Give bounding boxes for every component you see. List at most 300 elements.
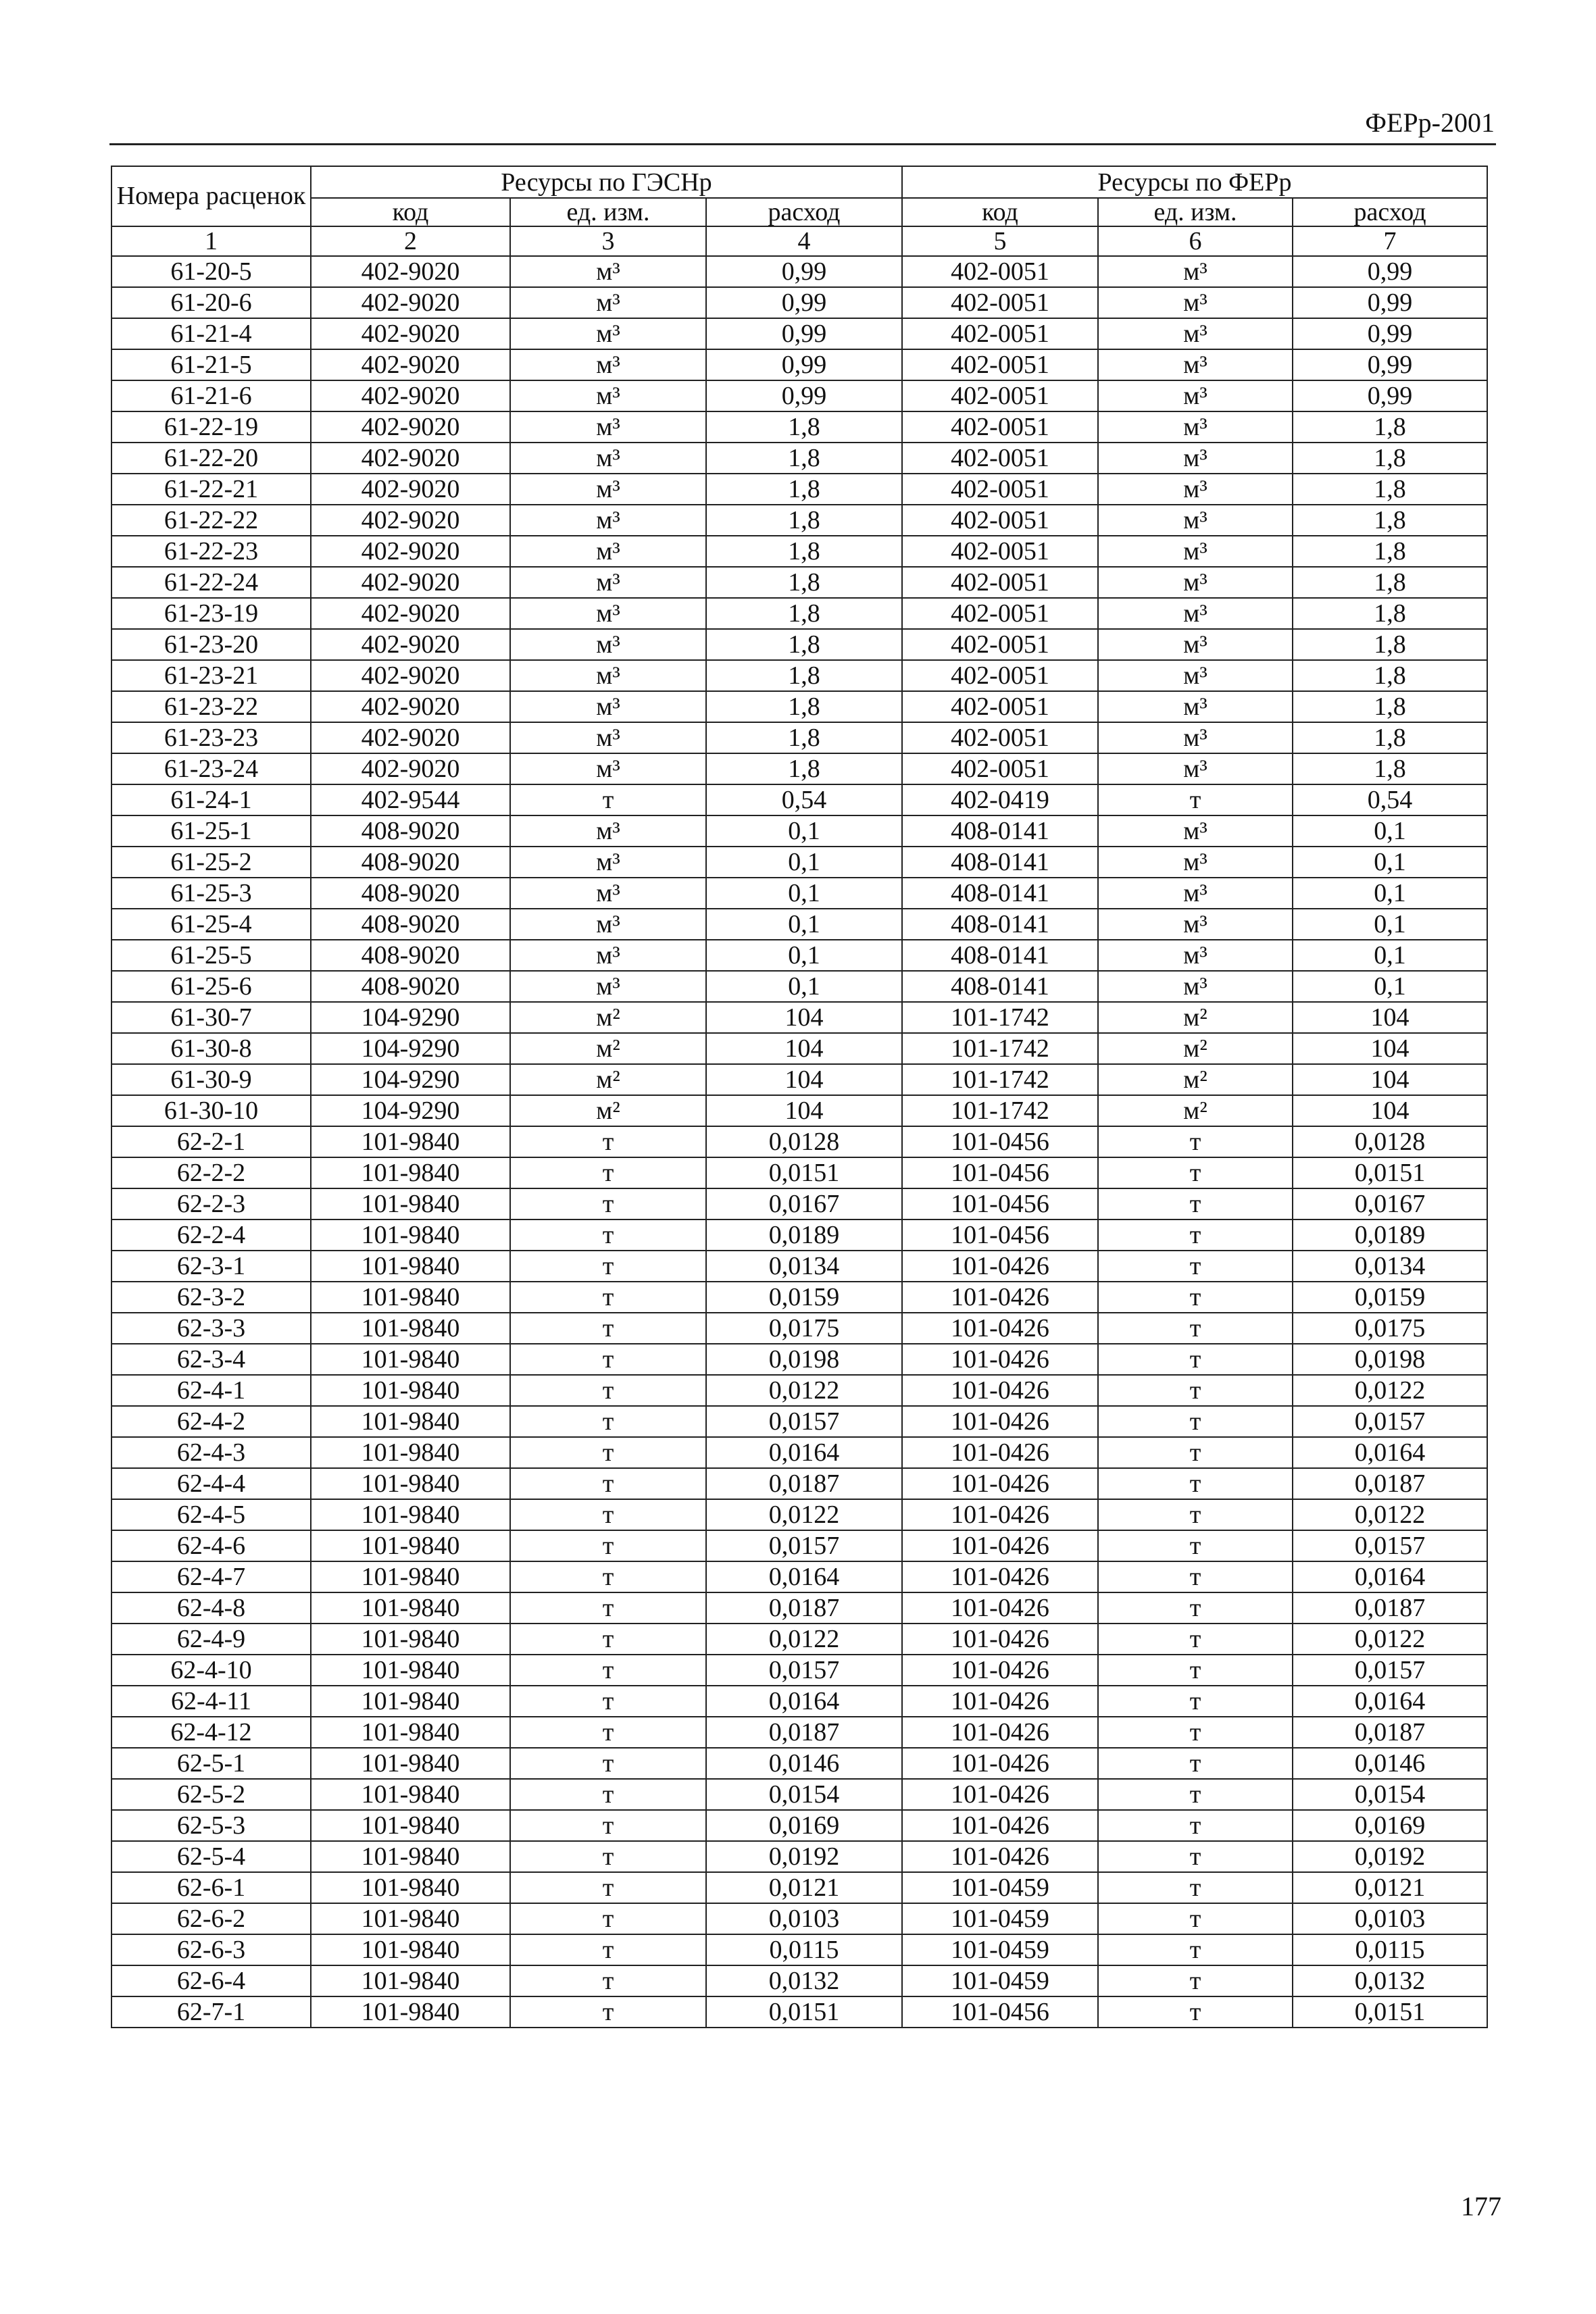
- rate-number-cell: 61-22-21: [111, 474, 311, 505]
- document-header-title: ФЕРр-2001: [1365, 107, 1495, 138]
- gesn-amount-cell: 1,8: [706, 536, 902, 567]
- fer-unit-cell: м²: [1098, 1033, 1293, 1064]
- table-row: [111, 1282, 1487, 1313]
- gesn-amount-cell: 0,0164: [706, 1686, 902, 1717]
- gesn-code-cell: 101-9840: [311, 1406, 510, 1437]
- rate-number-cell: 61-25-5: [111, 940, 311, 971]
- gesn-unit-cell: т: [510, 1624, 706, 1655]
- table-row: [111, 1561, 1487, 1592]
- table-row: [111, 971, 1487, 1002]
- rate-number-cell: 61-22-24: [111, 567, 311, 598]
- fer-unit-cell: т: [1098, 1219, 1293, 1251]
- fer-unit-cell: т: [1098, 1624, 1293, 1655]
- gesn-unit-cell: т: [510, 1282, 706, 1313]
- gesn-code-cell: 408-9020: [311, 909, 510, 940]
- fer-amount-cell: 1,8: [1293, 753, 1487, 784]
- rate-number-cell: 62-4-7: [111, 1561, 311, 1592]
- table-row: [111, 629, 1487, 660]
- fer-unit-cell: т: [1098, 1934, 1293, 1965]
- table-row: [111, 1344, 1487, 1375]
- fer-code-cell: 101-0426: [902, 1375, 1098, 1406]
- gesn-amount-cell: 1,8: [706, 629, 902, 660]
- gesn-amount-cell: 0,0167: [706, 1188, 902, 1219]
- gesn-code-cell: 402-9020: [311, 722, 510, 753]
- gesn-amount-cell: 0,0157: [706, 1655, 902, 1686]
- gesn-code-cell: 101-9840: [311, 1872, 510, 1903]
- fer-unit-cell: м³: [1098, 971, 1293, 1002]
- table-row: [111, 1530, 1487, 1561]
- rate-number-cell: 62-3-1: [111, 1251, 311, 1282]
- rate-number-cell: 62-3-2: [111, 1282, 311, 1313]
- rate-number-cell: 62-4-1: [111, 1375, 311, 1406]
- table-row: [111, 722, 1487, 753]
- rate-number-cell: 62-5-3: [111, 1810, 311, 1841]
- fer-amount-cell: 0,0146: [1293, 1748, 1487, 1779]
- rate-number-cell: 62-6-1: [111, 1872, 311, 1903]
- fer-amount-cell: 104: [1293, 1033, 1487, 1064]
- rate-number-cell: 62-4-12: [111, 1717, 311, 1748]
- fer-amount-cell: 0,0151: [1293, 1996, 1487, 2028]
- gesn-code-cell: 101-9840: [311, 1499, 510, 1530]
- gesn-unit-cell: м³: [510, 660, 706, 691]
- fer-code-cell: 101-0426: [902, 1437, 1098, 1468]
- column-number: 1: [111, 226, 311, 256]
- fer-unit-cell: т: [1098, 1561, 1293, 1592]
- fer-amount-cell: 0,99: [1293, 256, 1487, 287]
- table-row: [111, 318, 1487, 349]
- fer-unit-cell: т: [1098, 1686, 1293, 1717]
- table-row: [111, 380, 1487, 411]
- gesn-unit-cell: т: [510, 1748, 706, 1779]
- table-row: [111, 1872, 1487, 1903]
- gesn-code-cell: 408-9020: [311, 815, 510, 847]
- table-row: [111, 1592, 1487, 1624]
- gesn-unit-cell: т: [510, 784, 706, 815]
- gesn-unit-cell: м²: [510, 1033, 706, 1064]
- rate-number-cell: 62-6-2: [111, 1903, 311, 1934]
- rate-number-cell: 61-22-20: [111, 443, 311, 474]
- fer-amount-cell: 0,0189: [1293, 1219, 1487, 1251]
- rate-number-cell: 61-24-1: [111, 784, 311, 815]
- gesn-unit-cell: т: [510, 1468, 706, 1499]
- fer-unit-cell: м³: [1098, 909, 1293, 940]
- fer-amount-cell: 0,1: [1293, 909, 1487, 940]
- rate-number-cell: 61-23-22: [111, 691, 311, 722]
- gesn-unit-cell: т: [510, 1686, 706, 1717]
- fer-amount-cell: 1,8: [1293, 536, 1487, 567]
- column-number: 2: [311, 226, 510, 256]
- fer-unit-cell: м³: [1098, 722, 1293, 753]
- fer-amount-cell: 0,0134: [1293, 1251, 1487, 1282]
- gesn-unit-cell: т: [510, 1375, 706, 1406]
- fer-code-cell: 101-0426: [902, 1748, 1098, 1779]
- header-gesn-amount: расход: [706, 198, 902, 226]
- rate-number-cell: 62-4-9: [111, 1624, 311, 1655]
- fer-amount-cell: 0,1: [1293, 971, 1487, 1002]
- gesn-amount-cell: 0,99: [706, 318, 902, 349]
- rate-number-cell: 62-2-4: [111, 1219, 311, 1251]
- fer-amount-cell: 0,1: [1293, 940, 1487, 971]
- table-row: [111, 909, 1487, 940]
- fer-code-cell: 402-0051: [902, 660, 1098, 691]
- gesn-code-cell: 101-9840: [311, 1779, 510, 1810]
- header-group-fer: Ресурсы по ФЕРр: [902, 166, 1487, 198]
- gesn-amount-cell: 0,0132: [706, 1965, 902, 1996]
- fer-amount-cell: 0,0192: [1293, 1841, 1487, 1872]
- gesn-amount-cell: 0,0175: [706, 1313, 902, 1344]
- rate-number-cell: 61-21-4: [111, 318, 311, 349]
- gesn-amount-cell: 1,8: [706, 443, 902, 474]
- rate-number-cell: 61-25-1: [111, 815, 311, 847]
- table-row: [111, 1251, 1487, 1282]
- table-row: [111, 784, 1487, 815]
- table-row: [111, 1157, 1487, 1188]
- table-row: [111, 411, 1487, 443]
- table-row: [111, 474, 1487, 505]
- fer-amount-cell: 0,0187: [1293, 1717, 1487, 1748]
- fer-amount-cell: 0,0132: [1293, 1965, 1487, 1996]
- fer-unit-cell: т: [1098, 1251, 1293, 1282]
- fer-unit-cell: м³: [1098, 878, 1293, 909]
- resources-table: [111, 166, 1488, 2028]
- gesn-unit-cell: м³: [510, 971, 706, 1002]
- fer-amount-cell: 0,54: [1293, 784, 1487, 815]
- table-row: [111, 753, 1487, 784]
- gesn-unit-cell: т: [510, 1530, 706, 1561]
- gesn-amount-cell: 0,0128: [706, 1126, 902, 1157]
- fer-code-cell: 402-0051: [902, 505, 1098, 536]
- fer-amount-cell: 0,99: [1293, 287, 1487, 318]
- fer-unit-cell: м³: [1098, 753, 1293, 784]
- fer-code-cell: 402-0051: [902, 443, 1098, 474]
- fer-amount-cell: 0,0157: [1293, 1530, 1487, 1561]
- gesn-unit-cell: м³: [510, 443, 706, 474]
- fer-unit-cell: т: [1098, 1841, 1293, 1872]
- gesn-code-cell: 101-9840: [311, 1344, 510, 1375]
- gesn-amount-cell: 1,8: [706, 598, 902, 629]
- gesn-unit-cell: т: [510, 1655, 706, 1686]
- fer-amount-cell: 1,8: [1293, 660, 1487, 691]
- fer-unit-cell: м³: [1098, 380, 1293, 411]
- fer-code-cell: 402-0051: [902, 629, 1098, 660]
- gesn-code-cell: 402-9020: [311, 380, 510, 411]
- gesn-amount-cell: 0,1: [706, 815, 902, 847]
- rate-number-cell: 61-23-20: [111, 629, 311, 660]
- gesn-amount-cell: 104: [706, 1033, 902, 1064]
- gesn-unit-cell: т: [510, 1437, 706, 1468]
- fer-amount-cell: 104: [1293, 1064, 1487, 1095]
- fer-code-cell: 101-0426: [902, 1655, 1098, 1686]
- gesn-amount-cell: 0,0164: [706, 1437, 902, 1468]
- gesn-unit-cell: м³: [510, 847, 706, 878]
- gesn-unit-cell: м³: [510, 940, 706, 971]
- table-row: [111, 691, 1487, 722]
- table-row: [111, 1717, 1487, 1748]
- table-row: [111, 1934, 1487, 1965]
- fer-code-cell: 101-1742: [902, 1095, 1098, 1126]
- gesn-code-cell: 101-9840: [311, 1686, 510, 1717]
- fer-amount-cell: 0,0164: [1293, 1686, 1487, 1717]
- gesn-unit-cell: м³: [510, 536, 706, 567]
- gesn-code-cell: 402-9020: [311, 474, 510, 505]
- table-row: [111, 1095, 1487, 1126]
- gesn-amount-cell: 0,0187: [706, 1468, 902, 1499]
- fer-unit-cell: м³: [1098, 443, 1293, 474]
- fer-amount-cell: 0,1: [1293, 815, 1487, 847]
- gesn-code-cell: 101-9840: [311, 1561, 510, 1592]
- fer-code-cell: 101-0426: [902, 1499, 1098, 1530]
- fer-code-cell: 101-0459: [902, 1903, 1098, 1934]
- fer-amount-cell: 1,8: [1293, 443, 1487, 474]
- fer-code-cell: 402-0051: [902, 567, 1098, 598]
- gesn-unit-cell: м³: [510, 411, 706, 443]
- gesn-code-cell: 101-9840: [311, 1717, 510, 1748]
- fer-code-cell: 101-0426: [902, 1841, 1098, 1872]
- fer-amount-cell: 1,8: [1293, 629, 1487, 660]
- fer-code-cell: 101-0456: [902, 1996, 1098, 2028]
- fer-code-cell: 402-0051: [902, 318, 1098, 349]
- gesn-unit-cell: т: [510, 1592, 706, 1624]
- fer-unit-cell: т: [1098, 1126, 1293, 1157]
- fer-code-cell: 101-0426: [902, 1624, 1098, 1655]
- rate-number-cell: 61-25-6: [111, 971, 311, 1002]
- gesn-unit-cell: т: [510, 1126, 706, 1157]
- fer-code-cell: 408-0141: [902, 940, 1098, 971]
- gesn-amount-cell: 0,0151: [706, 1996, 902, 2028]
- gesn-code-cell: 408-9020: [311, 971, 510, 1002]
- rate-number-cell: 62-5-2: [111, 1779, 311, 1810]
- table-row: [111, 1188, 1487, 1219]
- fer-unit-cell: т: [1098, 1779, 1293, 1810]
- table-row: [111, 287, 1487, 318]
- gesn-code-cell: 101-9840: [311, 1655, 510, 1686]
- fer-code-cell: 101-1742: [902, 1002, 1098, 1033]
- fer-unit-cell: т: [1098, 1157, 1293, 1188]
- gesn-amount-cell: 0,0157: [706, 1530, 902, 1561]
- rate-number-cell: 61-21-5: [111, 349, 311, 380]
- gesn-amount-cell: 0,0187: [706, 1592, 902, 1624]
- fer-unit-cell: т: [1098, 1344, 1293, 1375]
- gesn-amount-cell: 0,1: [706, 847, 902, 878]
- fer-amount-cell: 0,0164: [1293, 1437, 1487, 1468]
- fer-unit-cell: т: [1098, 1810, 1293, 1841]
- gesn-amount-cell: 1,8: [706, 567, 902, 598]
- fer-code-cell: 101-0459: [902, 1872, 1098, 1903]
- rate-number-cell: 62-2-1: [111, 1126, 311, 1157]
- rate-number-cell: 61-20-5: [111, 256, 311, 287]
- gesn-unit-cell: т: [510, 1188, 706, 1219]
- gesn-amount-cell: 0,99: [706, 380, 902, 411]
- table-row: [111, 1903, 1487, 1934]
- column-number: 7: [1293, 226, 1487, 256]
- fer-unit-cell: т: [1098, 1655, 1293, 1686]
- rate-number-cell: 61-22-19: [111, 411, 311, 443]
- gesn-amount-cell: 0,1: [706, 971, 902, 1002]
- gesn-amount-cell: 0,0103: [706, 1903, 902, 1934]
- fer-unit-cell: м³: [1098, 598, 1293, 629]
- fer-unit-cell: м³: [1098, 256, 1293, 287]
- table-row: [111, 598, 1487, 629]
- table-row: [111, 1499, 1487, 1530]
- table-row: [111, 1996, 1487, 2028]
- fer-code-cell: 101-0426: [902, 1530, 1098, 1561]
- fer-amount-cell: 0,0121: [1293, 1872, 1487, 1903]
- header-gesn-unit: ед. изм.: [510, 198, 706, 226]
- fer-code-cell: 101-0426: [902, 1592, 1098, 1624]
- header-fer-code: код: [902, 198, 1098, 226]
- rate-number-cell: 62-6-3: [111, 1934, 311, 1965]
- rate-number-cell: 62-6-4: [111, 1965, 311, 1996]
- header-gesn-code: код: [311, 198, 510, 226]
- fer-code-cell: 402-0051: [902, 411, 1098, 443]
- gesn-unit-cell: м²: [510, 1064, 706, 1095]
- gesn-amount-cell: 104: [706, 1095, 902, 1126]
- header-group-gesn: Ресурсы по ГЭСНр: [311, 166, 902, 198]
- gesn-unit-cell: м³: [510, 909, 706, 940]
- fer-code-cell: 101-1742: [902, 1064, 1098, 1095]
- table-row: [111, 940, 1487, 971]
- fer-code-cell: 408-0141: [902, 971, 1098, 1002]
- gesn-amount-cell: 0,1: [706, 878, 902, 909]
- rate-number-cell: 61-30-10: [111, 1095, 311, 1126]
- fer-amount-cell: 0,0187: [1293, 1468, 1487, 1499]
- gesn-unit-cell: т: [510, 1406, 706, 1437]
- fer-amount-cell: 104: [1293, 1095, 1487, 1126]
- fer-amount-cell: 1,8: [1293, 722, 1487, 753]
- gesn-amount-cell: 0,1: [706, 909, 902, 940]
- gesn-code-cell: 402-9020: [311, 536, 510, 567]
- gesn-code-cell: 402-9020: [311, 256, 510, 287]
- header-fer-amount: расход: [1293, 198, 1487, 226]
- rate-number-cell: 62-4-4: [111, 1468, 311, 1499]
- gesn-amount-cell: 0,0159: [706, 1282, 902, 1313]
- rate-number-cell: 61-20-6: [111, 287, 311, 318]
- fer-code-cell: 101-0426: [902, 1251, 1098, 1282]
- gesn-unit-cell: т: [510, 1717, 706, 1748]
- fer-amount-cell: 0,99: [1293, 380, 1487, 411]
- table-row: [111, 1686, 1487, 1717]
- gesn-code-cell: 101-9840: [311, 1965, 510, 1996]
- gesn-unit-cell: м³: [510, 474, 706, 505]
- table-row: [111, 1624, 1487, 1655]
- gesn-unit-cell: т: [510, 1934, 706, 1965]
- table-row: [111, 1779, 1487, 1810]
- gesn-amount-cell: 0,0164: [706, 1561, 902, 1592]
- fer-code-cell: 101-0426: [902, 1468, 1098, 1499]
- rate-number-cell: 62-4-11: [111, 1686, 311, 1717]
- fer-unit-cell: т: [1098, 1313, 1293, 1344]
- gesn-code-cell: 402-9544: [311, 784, 510, 815]
- fer-unit-cell: м³: [1098, 940, 1293, 971]
- gesn-amount-cell: 0,54: [706, 784, 902, 815]
- gesn-unit-cell: т: [510, 1810, 706, 1841]
- gesn-code-cell: 101-9840: [311, 1437, 510, 1468]
- gesn-amount-cell: 1,8: [706, 753, 902, 784]
- gesn-amount-cell: 1,8: [706, 722, 902, 753]
- gesn-code-cell: 101-9840: [311, 1810, 510, 1841]
- fer-code-cell: 402-0051: [902, 691, 1098, 722]
- gesn-code-cell: 101-9840: [311, 1157, 510, 1188]
- fer-amount-cell: 0,0175: [1293, 1313, 1487, 1344]
- fer-code-cell: 101-0456: [902, 1126, 1098, 1157]
- fer-code-cell: 101-0426: [902, 1561, 1098, 1592]
- gesn-unit-cell: т: [510, 1499, 706, 1530]
- table-row: [111, 536, 1487, 567]
- rate-number-cell: 61-25-3: [111, 878, 311, 909]
- gesn-unit-cell: м³: [510, 318, 706, 349]
- gesn-unit-cell: т: [510, 1779, 706, 1810]
- gesn-unit-cell: м³: [510, 629, 706, 660]
- rate-number-cell: 61-22-22: [111, 505, 311, 536]
- table-row: [111, 1841, 1487, 1872]
- fer-amount-cell: 0,0187: [1293, 1592, 1487, 1624]
- table-row: [111, 660, 1487, 691]
- rate-number-cell: 62-4-5: [111, 1499, 311, 1530]
- table-row: [111, 1468, 1487, 1499]
- table-row: [111, 1406, 1487, 1437]
- gesn-code-cell: 402-9020: [311, 567, 510, 598]
- gesn-code-cell: 402-9020: [311, 753, 510, 784]
- gesn-unit-cell: т: [510, 1344, 706, 1375]
- fer-code-cell: 101-0426: [902, 1717, 1098, 1748]
- rate-number-cell: 62-3-3: [111, 1313, 311, 1344]
- fer-unit-cell: м³: [1098, 815, 1293, 847]
- gesn-code-cell: 104-9290: [311, 1095, 510, 1126]
- fer-unit-cell: м³: [1098, 474, 1293, 505]
- fer-code-cell: 402-0051: [902, 380, 1098, 411]
- fer-code-cell: 402-0419: [902, 784, 1098, 815]
- fer-unit-cell: т: [1098, 1903, 1293, 1934]
- gesn-amount-cell: 0,99: [706, 349, 902, 380]
- fer-unit-cell: т: [1098, 784, 1293, 815]
- header-fer-unit: ед. изм.: [1098, 198, 1293, 226]
- fer-unit-cell: м³: [1098, 318, 1293, 349]
- column-number: 3: [510, 226, 706, 256]
- gesn-unit-cell: т: [510, 1561, 706, 1592]
- rate-number-cell: 62-2-2: [111, 1157, 311, 1188]
- gesn-amount-cell: 0,99: [706, 287, 902, 318]
- gesn-unit-cell: м³: [510, 256, 706, 287]
- fer-code-cell: 101-1742: [902, 1033, 1098, 1064]
- table-row: [111, 1965, 1487, 1996]
- gesn-code-cell: 402-9020: [311, 660, 510, 691]
- rate-number-cell: 61-30-8: [111, 1033, 311, 1064]
- fer-unit-cell: м³: [1098, 691, 1293, 722]
- gesn-amount-cell: 0,1: [706, 940, 902, 971]
- gesn-unit-cell: м³: [510, 598, 706, 629]
- table-row: [111, 1655, 1487, 1686]
- gesn-code-cell: 101-9840: [311, 1934, 510, 1965]
- fer-unit-cell: т: [1098, 1748, 1293, 1779]
- gesn-code-cell: 101-9840: [311, 1219, 510, 1251]
- rate-number-cell: 61-22-23: [111, 536, 311, 567]
- fer-amount-cell: 0,1: [1293, 847, 1487, 878]
- fer-amount-cell: 0,0169: [1293, 1810, 1487, 1841]
- fer-code-cell: 408-0141: [902, 847, 1098, 878]
- gesn-unit-cell: м²: [510, 1095, 706, 1126]
- table-row: [111, 1033, 1487, 1064]
- gesn-code-cell: 101-9840: [311, 1468, 510, 1499]
- gesn-unit-cell: т: [510, 1219, 706, 1251]
- header-rule: [109, 143, 1496, 145]
- gesn-unit-cell: т: [510, 1157, 706, 1188]
- gesn-code-cell: 402-9020: [311, 629, 510, 660]
- fer-unit-cell: т: [1098, 1499, 1293, 1530]
- fer-amount-cell: 104: [1293, 1002, 1487, 1033]
- fer-unit-cell: т: [1098, 1996, 1293, 2028]
- fer-amount-cell: 0,99: [1293, 318, 1487, 349]
- fer-unit-cell: м³: [1098, 567, 1293, 598]
